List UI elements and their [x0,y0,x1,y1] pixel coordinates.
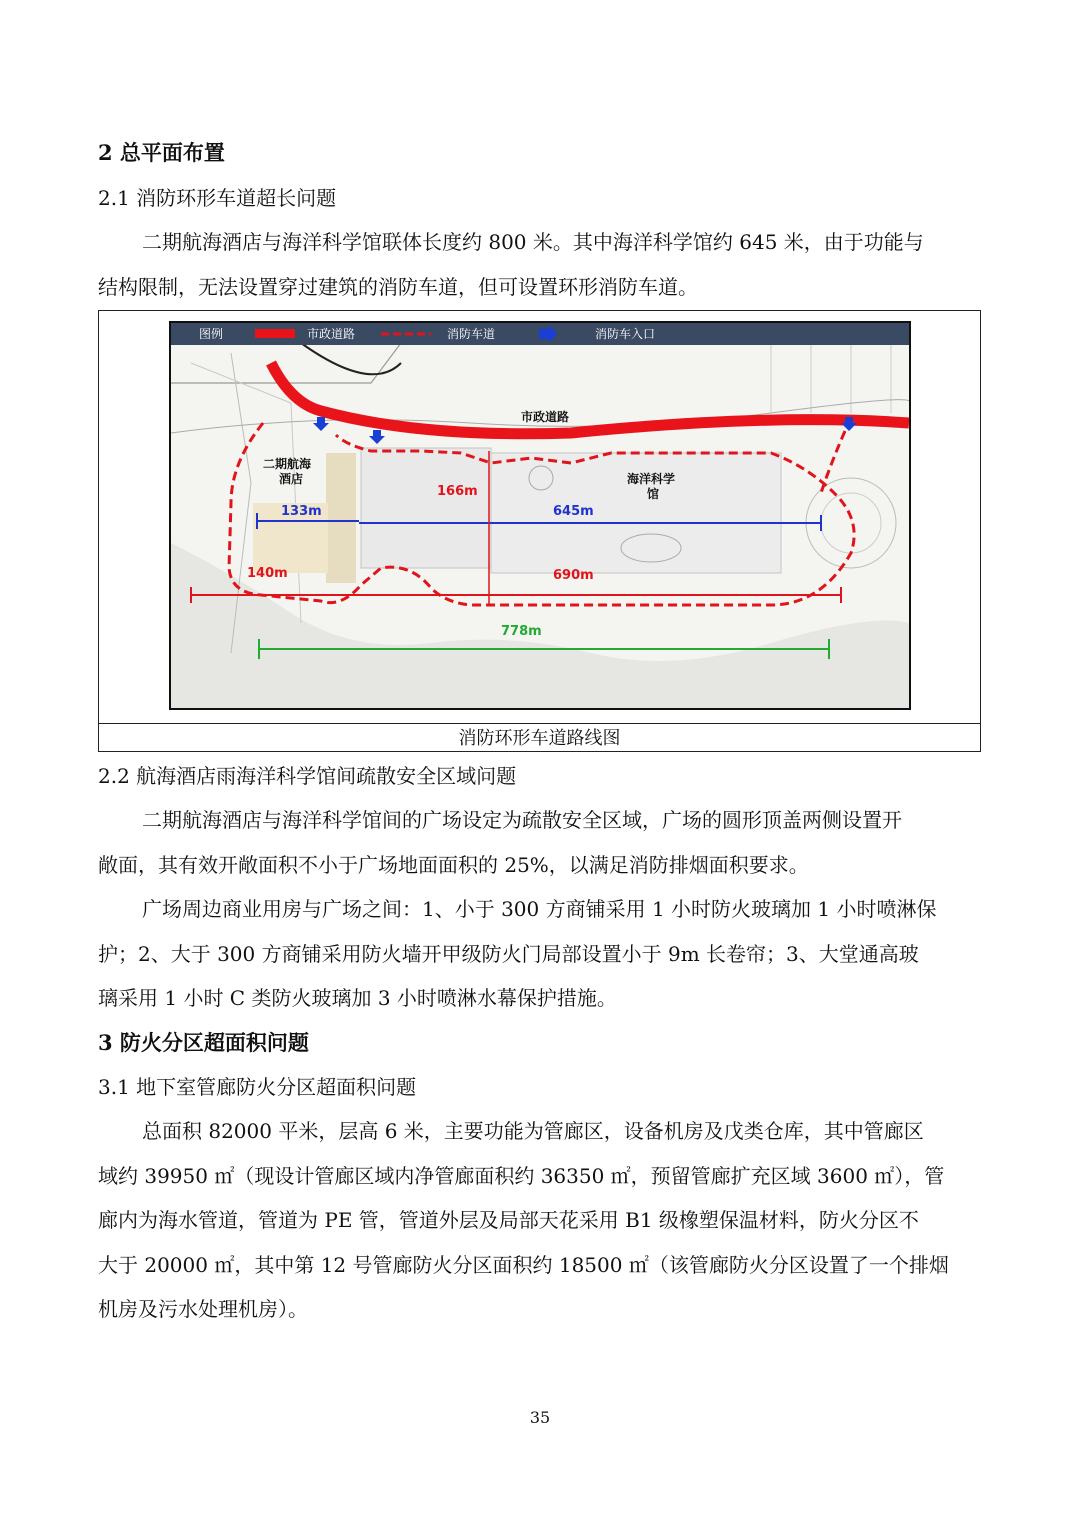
museum-label: 馆 [647,487,660,501]
section-2-1-title: 2.1 消防环形车道超长问题 [98,186,337,210]
paragraph-line: 大于 20000 ㎡，其中第 12 号管廊防火分区面积约 18500 ㎡（该管廊防火分区设置了一个排烟 [98,1253,949,1277]
paragraph-line: 域约 39950 ㎡（现设计管廊区域内净管廊面积约 36350 ㎡，预留管廊扩充区域 3600 ㎡），管 [98,1164,945,1188]
legend-title: 图例 [199,327,224,341]
dimension-label: 133m [281,504,322,519]
legend-road-label: 市政道路 [307,327,356,341]
paragraph-line: 机房及污水处理机房）。 [98,1297,308,1321]
paragraph-line: 二期航海酒店与海洋科学馆间的广场设定为疏散安全区域，广场的圆形顶盖两侧设置开 [142,808,902,832]
museum-label: 海洋科学 [627,472,676,486]
legend-entry-label: 消防车入口 [595,327,656,341]
paragraph-line: 广场周边商业用房与广场之间：1、小于 300 方商铺采用 1 小时防火玻璃加 1 小时喷淋保 [142,897,937,921]
dimension-label: 645m [553,504,594,519]
paragraph-line: 敞面，其有效开敞面积不小于广场地面面积的 25%，以满足消防排烟面积要求。 [98,853,809,877]
figure-caption: 消防环形车道路线图 [99,723,980,753]
section-2-heading: 2 总平面布置 [98,140,225,165]
page-number: 35 [529,1408,551,1427]
paragraph-line: 廊内为海水管道，管道为 PE 管，管道外层及局部天花采用 B1 级橡塑保温材料，防火分区不 [98,1208,919,1232]
dimension-label: 690m [553,568,594,583]
hotel-label: 二期航海 [263,457,312,471]
building-footprint [491,453,781,573]
section-3-heading: 3 防火分区超面积问题 [98,1030,309,1055]
paragraph-line: 二期航海酒店与海洋科学馆联体长度约 800 米。其中海洋科学馆约 645 米，由于功能与 [142,230,924,254]
section-3-1-title: 3.1 地下室管廊防火分区超面积问题 [98,1075,417,1099]
map-drawing [171,323,909,708]
figure-frame [98,310,981,752]
paragraph-line: 结构限制，无法设置穿过建筑的消防车道，但可设置环形消防车道。 [98,275,698,299]
dimension-label: 166m [437,484,478,499]
legend-fire-lane-label: 消防车道 [447,327,496,341]
fire-lane-route-map [169,321,911,710]
legend-road-swatch [255,329,295,338]
hotel-label: 酒店 [279,472,304,486]
dimension-label: 140m [247,566,288,581]
section-2-2-title: 2.2 航海酒店雨海洋科学馆间疏散安全区域问题 [98,764,517,788]
building-footprint [361,448,491,568]
road-label: 市政道路 [521,410,570,424]
paragraph-line: 护；2、大于 300 方商铺采用防火墙开甲级防火门局部设置小于 9m 长卷帘；3、大堂通高玻 [98,942,919,966]
dimension-label: 778m [501,624,542,639]
hotel-podium [326,453,356,583]
paragraph-line: 璃采用 1 小时 C 类防火玻璃加 3 小时喷淋水幕保护措施。 [98,986,617,1010]
paragraph-line: 总面积 82000 平米，层高 6 米，主要功能为管廊区，设备机房及戊类仓库，其中管廊区 [142,1119,924,1143]
